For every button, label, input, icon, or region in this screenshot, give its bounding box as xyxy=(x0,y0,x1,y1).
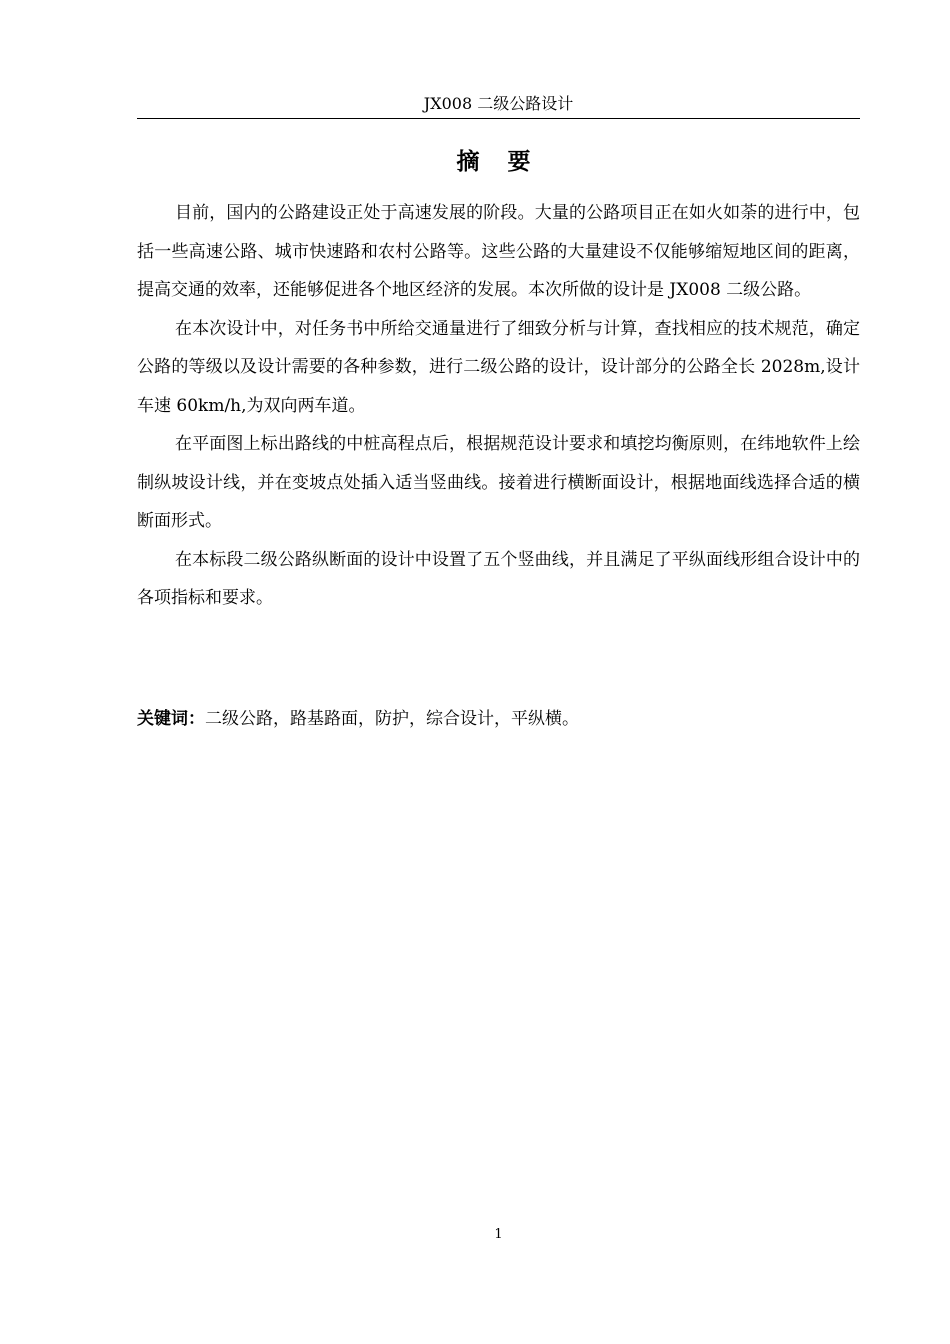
abstract-paragraph: 在平面图上标出路线的中桩高程点后，根据规范设计要求和填挖均衡原则，在纬地软件上绘制纵坡设计线，并在变坡点处插入适当竖曲线。接着进行横断面设计，根据地面线选择合适的横断面形式。 xyxy=(137,434,860,531)
abstract-body xyxy=(137,194,860,618)
running-header: JX008 二级公路设计 xyxy=(423,94,574,113)
keywords-text: 二级公路，路基路面，防护，综合设计，平纵横。 xyxy=(205,709,579,729)
header-rule xyxy=(137,118,860,119)
page-number: 1 xyxy=(494,1227,503,1242)
abstract-paragraph: 在本次设计中，对任务书中所给交通量进行了细致分析与计算，查找相应的技术规范，确定公路的等级以及设计需要的各种参数，进行二级公路的设计，设计部分的公路全长 2028m,设计车速 60km/h,为双向两车道。 xyxy=(137,318,860,416)
abstract-title: 摘 要 xyxy=(456,149,541,175)
abstract-paragraph: 目前，国内的公路建设正处于高速发展的阶段。大量的公路项目正在如火如荼的进行中，包括一些高速公路、城市快速路和农村公路等。这些公路的大量建设不仅能够缩短地区间的距离，提高交通的效率，还能够促进各个地区经济的发展。本次所做的设计是 JX008 二级公路。 xyxy=(137,203,860,300)
keywords-label: 关键词： xyxy=(137,709,205,729)
abstract-paragraph: 在本标段二级公路纵断面的设计中设置了五个竖曲线，并且满足了平纵面线形组合设计中的各项指标和要求。 xyxy=(137,549,860,608)
keywords-line xyxy=(137,705,860,733)
